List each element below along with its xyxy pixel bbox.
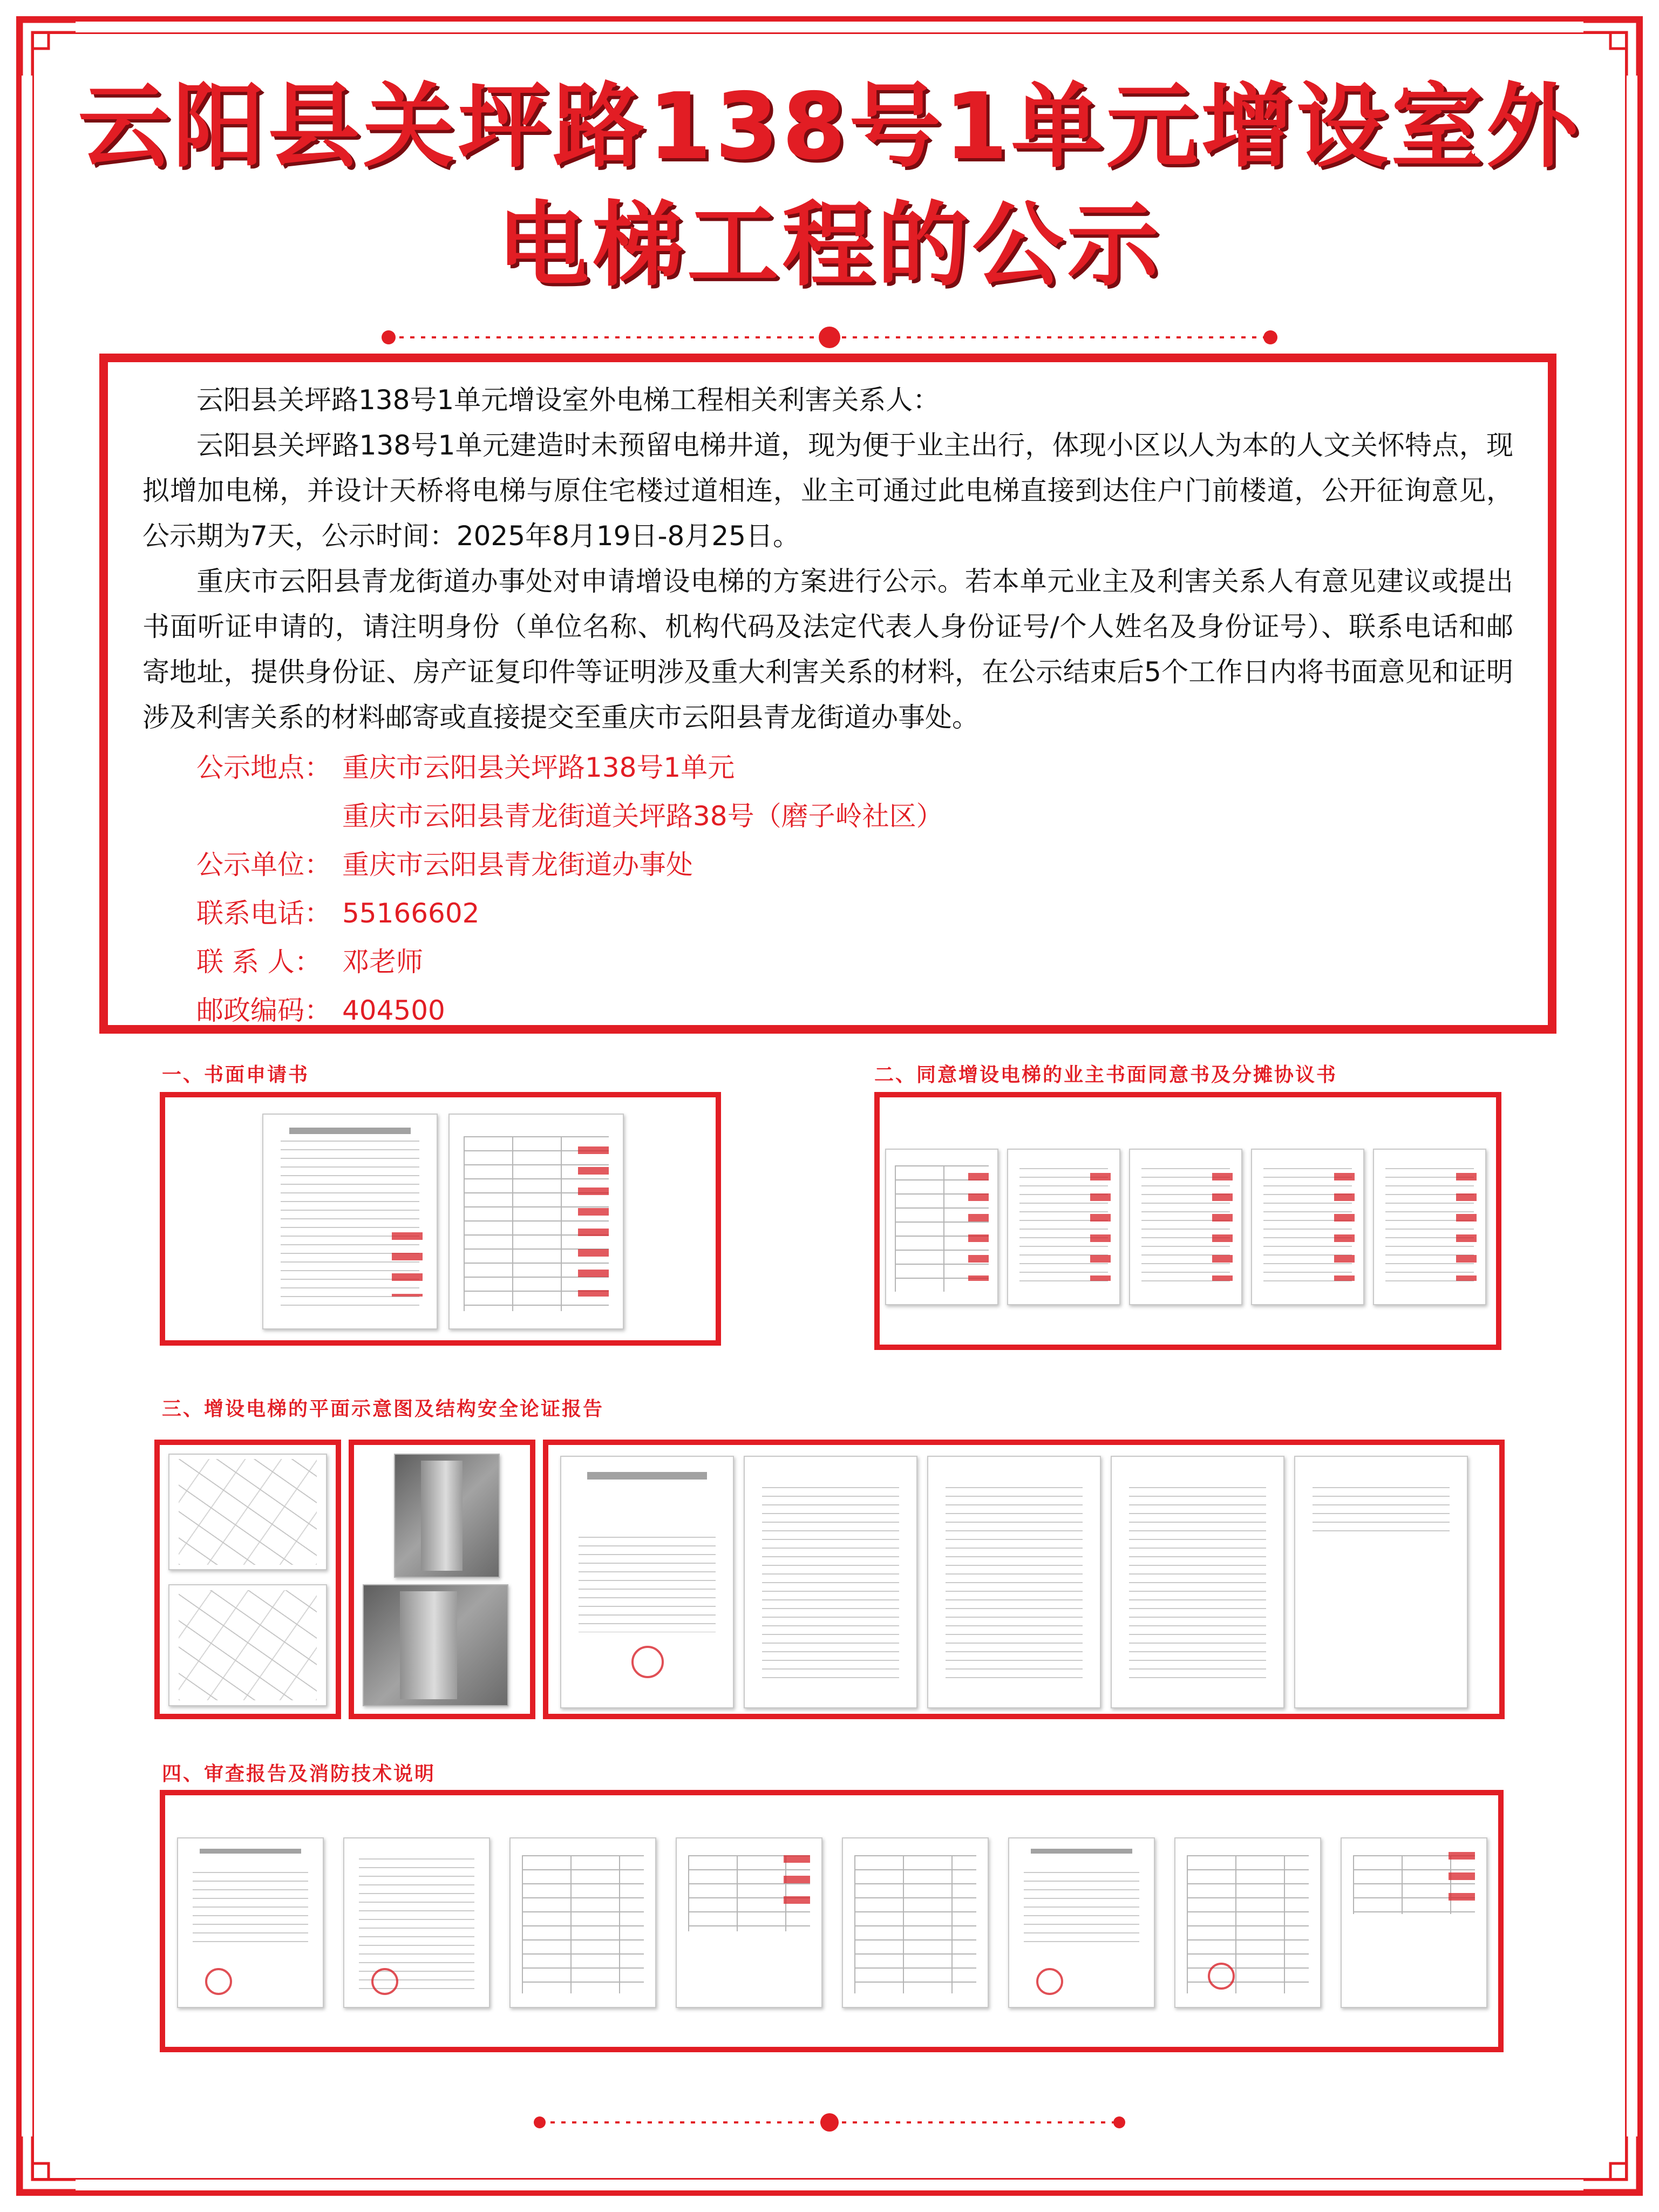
location-label: 公示地点： (196, 752, 331, 783)
corner-ornament-icon (1578, 16, 1643, 81)
corner-ornament-icon (16, 16, 81, 81)
page-title-line-2: 电梯工程的公示 (497, 192, 1162, 299)
section-1-frame (160, 1092, 721, 1346)
safety-report-page-4 (1294, 1456, 1468, 1708)
review-report-image-3 (509, 1837, 656, 2008)
review-report-image-5 (842, 1837, 989, 2008)
site-plan-image-1 (168, 1454, 327, 1570)
review-report-image-7 (1174, 1837, 1321, 2008)
owner-consent-image-1 (885, 1149, 998, 1305)
notice-addressee: 云阳县关坪路138号1单元增设室外电梯工程相关利害关系人： (196, 384, 940, 416)
owner-consent-image-5 (1373, 1149, 1486, 1305)
section-2-heading: 二、同意增设电梯的业主书面同意书及分摊协议书 (874, 1064, 1338, 1086)
postcode-label: 邮政编码： (196, 995, 331, 1026)
safety-report-page-1 (744, 1456, 917, 1708)
site-plan-frame (154, 1440, 341, 1719)
notice-paragraph-1: 云阳县关坪路138号1单元建造时未预留电梯井道，现为便于业主出行，体现小区以人为本的人文关怀特点，现拟增加电梯，并设计天桥将电梯与原住宅楼过道相连，业主可通过此电梯直接到达住户门前楼道，公开征询意见，公示期为7天，公示时间：2025年8月19日-8月25日。 (142, 430, 1513, 552)
owner-consent-image-4 (1251, 1149, 1364, 1305)
review-report-image-2 (343, 1837, 490, 2008)
signature-list-image (448, 1114, 624, 1329)
review-report-image-8 (1341, 1837, 1487, 2008)
info-location-row-2 (142, 792, 1513, 840)
elevator-rendering-frame (349, 1440, 535, 1719)
section-1-heading: 一、书面申请书 (162, 1064, 310, 1086)
unit-label: 公示单位： (196, 849, 331, 880)
postcode-value: 404500 (342, 995, 445, 1026)
site-plan-image-2 (168, 1584, 327, 1706)
location-value-2: 重庆市云阳县青龙街道关坪路38号（磨子岭社区） (342, 800, 943, 832)
owner-consent-image-3 (1129, 1149, 1242, 1305)
location-value-1: 重庆市云阳县关坪路138号1单元 (342, 752, 735, 783)
safety-report-frame (543, 1440, 1505, 1719)
application-letter-image (262, 1114, 438, 1329)
info-phone-row (142, 889, 1513, 938)
contact-value: 邓老师 (342, 946, 423, 978)
unit-value: 重庆市云阳县青龙街道办事处 (342, 849, 693, 880)
phone-label: 联系电话： (196, 898, 331, 929)
contact-label: 联 系 人： (196, 946, 322, 978)
notice-box (99, 354, 1556, 1034)
safety-report-page-2 (927, 1456, 1101, 1708)
elevator-rendering-image-1 (394, 1454, 500, 1578)
info-unit-row (142, 840, 1513, 889)
review-report-image-6 (1008, 1837, 1155, 2008)
section-3-heading: 三、增设电梯的平面示意图及结构安全论证报告 (162, 1398, 604, 1420)
elevator-rendering-image-2 (363, 1584, 508, 1706)
info-location-row (142, 743, 1513, 792)
owner-consent-image-2 (1007, 1149, 1120, 1305)
review-report-image-4 (676, 1837, 822, 2008)
section-4-heading: 四、审查报告及消防技术说明 (162, 1763, 436, 1785)
page-title-line-1: 云阳县关坪路138号1单元增设室外 (78, 73, 1581, 180)
section-2-frame (874, 1092, 1501, 1350)
info-contact-row (142, 938, 1513, 986)
review-report-image-1 (177, 1837, 324, 2008)
notice-info (142, 743, 1513, 1035)
info-postcode-row (142, 986, 1513, 1035)
corner-ornament-icon (1578, 2131, 1643, 2196)
corner-ornament-icon (16, 2131, 81, 2196)
section-4-frame (160, 1790, 1504, 2052)
safety-report-cover-image (560, 1456, 734, 1708)
dotted-divider (378, 327, 1281, 348)
notice-paragraph-2: 重庆市云阳县青龙街道办事处对申请增设电梯的方案进行公示。若本单元业主及利害关系人有意见建议或提出书面听证申请的，请注明身份（单位名称、机构代码及法定代表人身份证号/个人姓名及身份证号）、联系电话和邮寄地址，提供身份证、房产证复印件等证明涉及重大利害关系的材料，在公示结束后5个工作日内将书面意见和证明涉及利害关系的材料邮寄或直接提交至重庆市云阳县青龙街道办事处。 (142, 566, 1513, 733)
dotted-divider-bottom (529, 2112, 1130, 2133)
safety-report-page-3 (1111, 1456, 1284, 1708)
phone-value: 55166602 (342, 898, 480, 929)
